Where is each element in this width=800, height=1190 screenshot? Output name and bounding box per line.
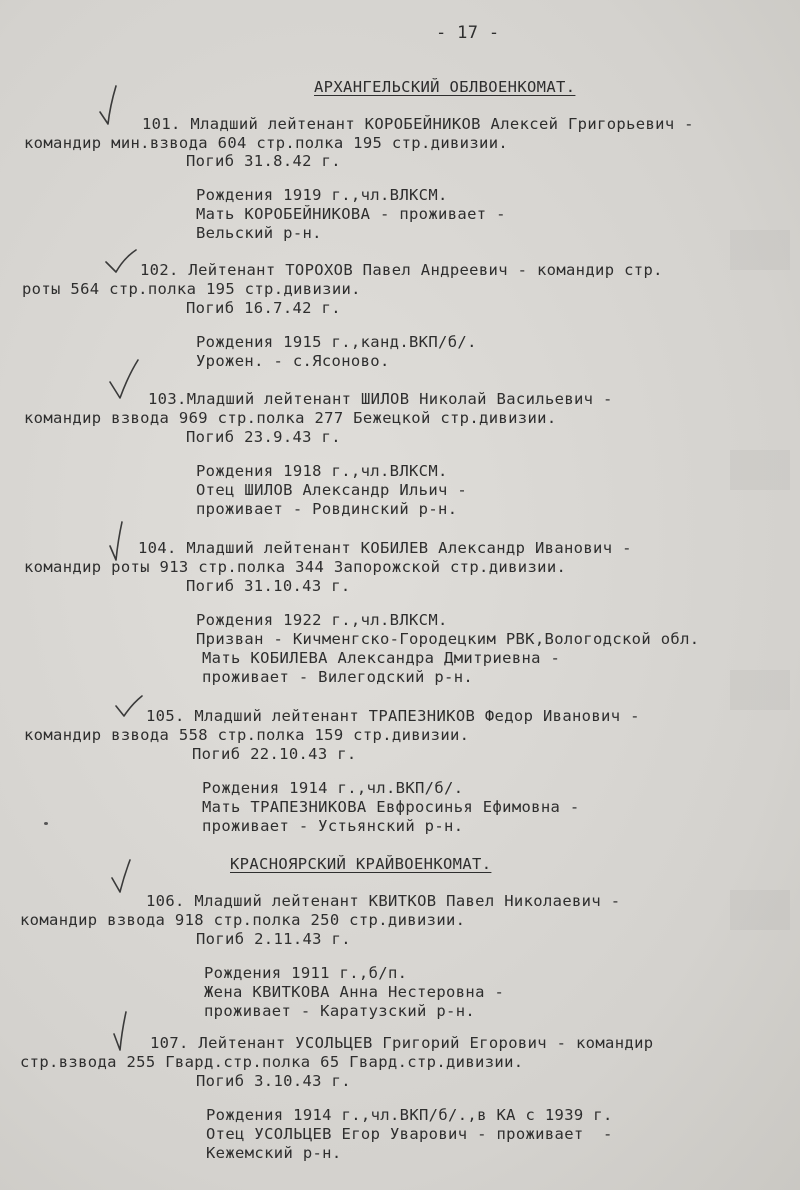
entry-106-detail-2: Жена КВИТКОВА Анна Нестеровна - <box>204 983 505 1001</box>
entry-103-detail-2: Отец ШИЛОВ Александр Ильич - <box>196 481 468 499</box>
entry-105-line-3: Погиб 22.10.43 г. <box>192 745 357 763</box>
entry-107-line-3: Погиб 3.10.43 г. <box>196 1072 351 1090</box>
entry-104-detail-4: проживает - Вилегодский р-н. <box>202 668 474 686</box>
entry-102-line-1: 102. Лейтенант ТОРОХОВ Павел Андреевич - командир стр. <box>140 261 663 279</box>
entry-106-line-1: 106. Младший лейтенант КВИТКОВ Павел Николаевич - <box>146 892 621 910</box>
entry-104-line-1: 104. Младший лейтенант КОБИЛЕВ Александр Иванович - <box>138 539 632 557</box>
entry-105-detail-1: Рождения 1914 г.,чл.ВКП/б/. <box>202 779 464 797</box>
entry-101-detail-2: Мать КОРОБЕЙНИКОВА - проживает - <box>196 205 506 223</box>
entry-105-line-2: командир взвода 558 стр.полка 159 стр.дивизии. <box>24 726 470 744</box>
entry-107-detail-3: Кежемский р-н. <box>206 1144 342 1162</box>
section-title-krasnoyarsk: КРАСНОЯРСКИЙ КРАЙВОЕНКОМАТ. <box>230 855 492 873</box>
entry-104-detail-3: Мать КОБИЛЕВА Александра Дмитриевна - <box>202 649 561 667</box>
entry-102-line-3: Погиб 16.7.42 г. <box>186 299 341 317</box>
entry-104-line-3: Погиб 31.10.43 г. <box>186 577 351 595</box>
entry-106-line-3: Погиб 2.11.43 г. <box>196 930 351 948</box>
entry-107-line-1: 107. Лейтенант УСОЛЬЦЕВ Григорий Егорович - командир <box>150 1034 654 1052</box>
checkmark-icon <box>110 858 146 904</box>
entry-107-line-2: стр.взвода 255 Гвард.стр.полка 65 Гвард.стр.дивизии. <box>20 1053 524 1071</box>
entry-101-line-3: Погиб 31.8.42 г. <box>186 152 341 170</box>
entry-106-detail-3: проживает - Каратузский р-н. <box>204 1002 476 1020</box>
entry-101-detail-3: Вельский р-н. <box>196 224 322 242</box>
entry-105-detail-2: Мать ТРАПЕЗНИКОВА Евфросинья Ефимовна - <box>202 798 580 816</box>
ink-speck <box>44 822 48 825</box>
entry-104-line-2: командир роты 913 стр.полка 344 Запорожской стр.дивизии. <box>24 558 567 576</box>
faint-watermark-stamp <box>730 110 790 1110</box>
entry-103-line-1: 103.Младший лейтенант ШИЛОВ Николай Васильевич - <box>148 390 613 408</box>
checkmark-icon <box>108 358 144 404</box>
section-title-arkhangelsk: АРХАНГЕЛЬСКИЙ ОБЛВОЕНКОМАТ. <box>314 78 576 96</box>
entry-102-detail-2: Урожен. - с.Ясоново. <box>196 352 390 370</box>
entry-103-line-2: командир взвода 969 стр.полка 277 Бежецкой стр.дивизии. <box>24 409 557 427</box>
entry-101-detail-1: Рождения 1919 г.,чл.ВЛКСМ. <box>196 186 448 204</box>
page-number: - 17 - <box>436 23 500 43</box>
entry-103-detail-3: проживает - Ровдинский р-н. <box>196 500 458 518</box>
entry-107-detail-2: Отец УСОЛЬЦЕВ Егор Уварович - проживает - <box>206 1125 613 1143</box>
entry-105-line-1: 105. Младший лейтенант ТРАПЕЗНИКОВ Федор Иванович - <box>146 707 640 725</box>
entry-106-detail-1: Рождения 1911 г.,б/п. <box>204 964 408 982</box>
checkmark-icon <box>108 1010 144 1056</box>
entry-102-detail-1: Рождения 1915 г.,канд.ВКП/б/. <box>196 333 477 351</box>
entry-107-detail-1: Рождения 1914 г.,чл.ВКП/б/.,в КА с 1939 г. <box>206 1106 613 1124</box>
entry-106-line-2: командир взвода 918 стр.полка 250 стр.дивизии. <box>20 911 466 929</box>
entry-105-detail-3: проживает - Устьянский р-н. <box>202 817 464 835</box>
checkmark-icon <box>96 84 132 130</box>
entry-104-detail-1: Рождения 1922 г.,чл.ВЛКСМ. <box>196 611 448 629</box>
entry-102-line-2: роты 564 стр.полка 195 стр.дивизии. <box>22 280 361 298</box>
entry-101-line-1: 101. Младший лейтенант КОРОБЕЙНИКОВ Алексей Григорьевич - <box>142 115 694 133</box>
entry-103-line-3: Погиб 23.9.43 г. <box>186 428 341 446</box>
entry-104-detail-2: Призван - Кичменгско-Городецким РВК,Вологодской обл. <box>196 630 700 648</box>
entry-101-line-2: командир мин.взвода 604 стр.полка 195 стр.дивизии. <box>24 134 509 152</box>
entry-103-detail-1: Рождения 1918 г.,чл.ВЛКСМ. <box>196 462 448 480</box>
